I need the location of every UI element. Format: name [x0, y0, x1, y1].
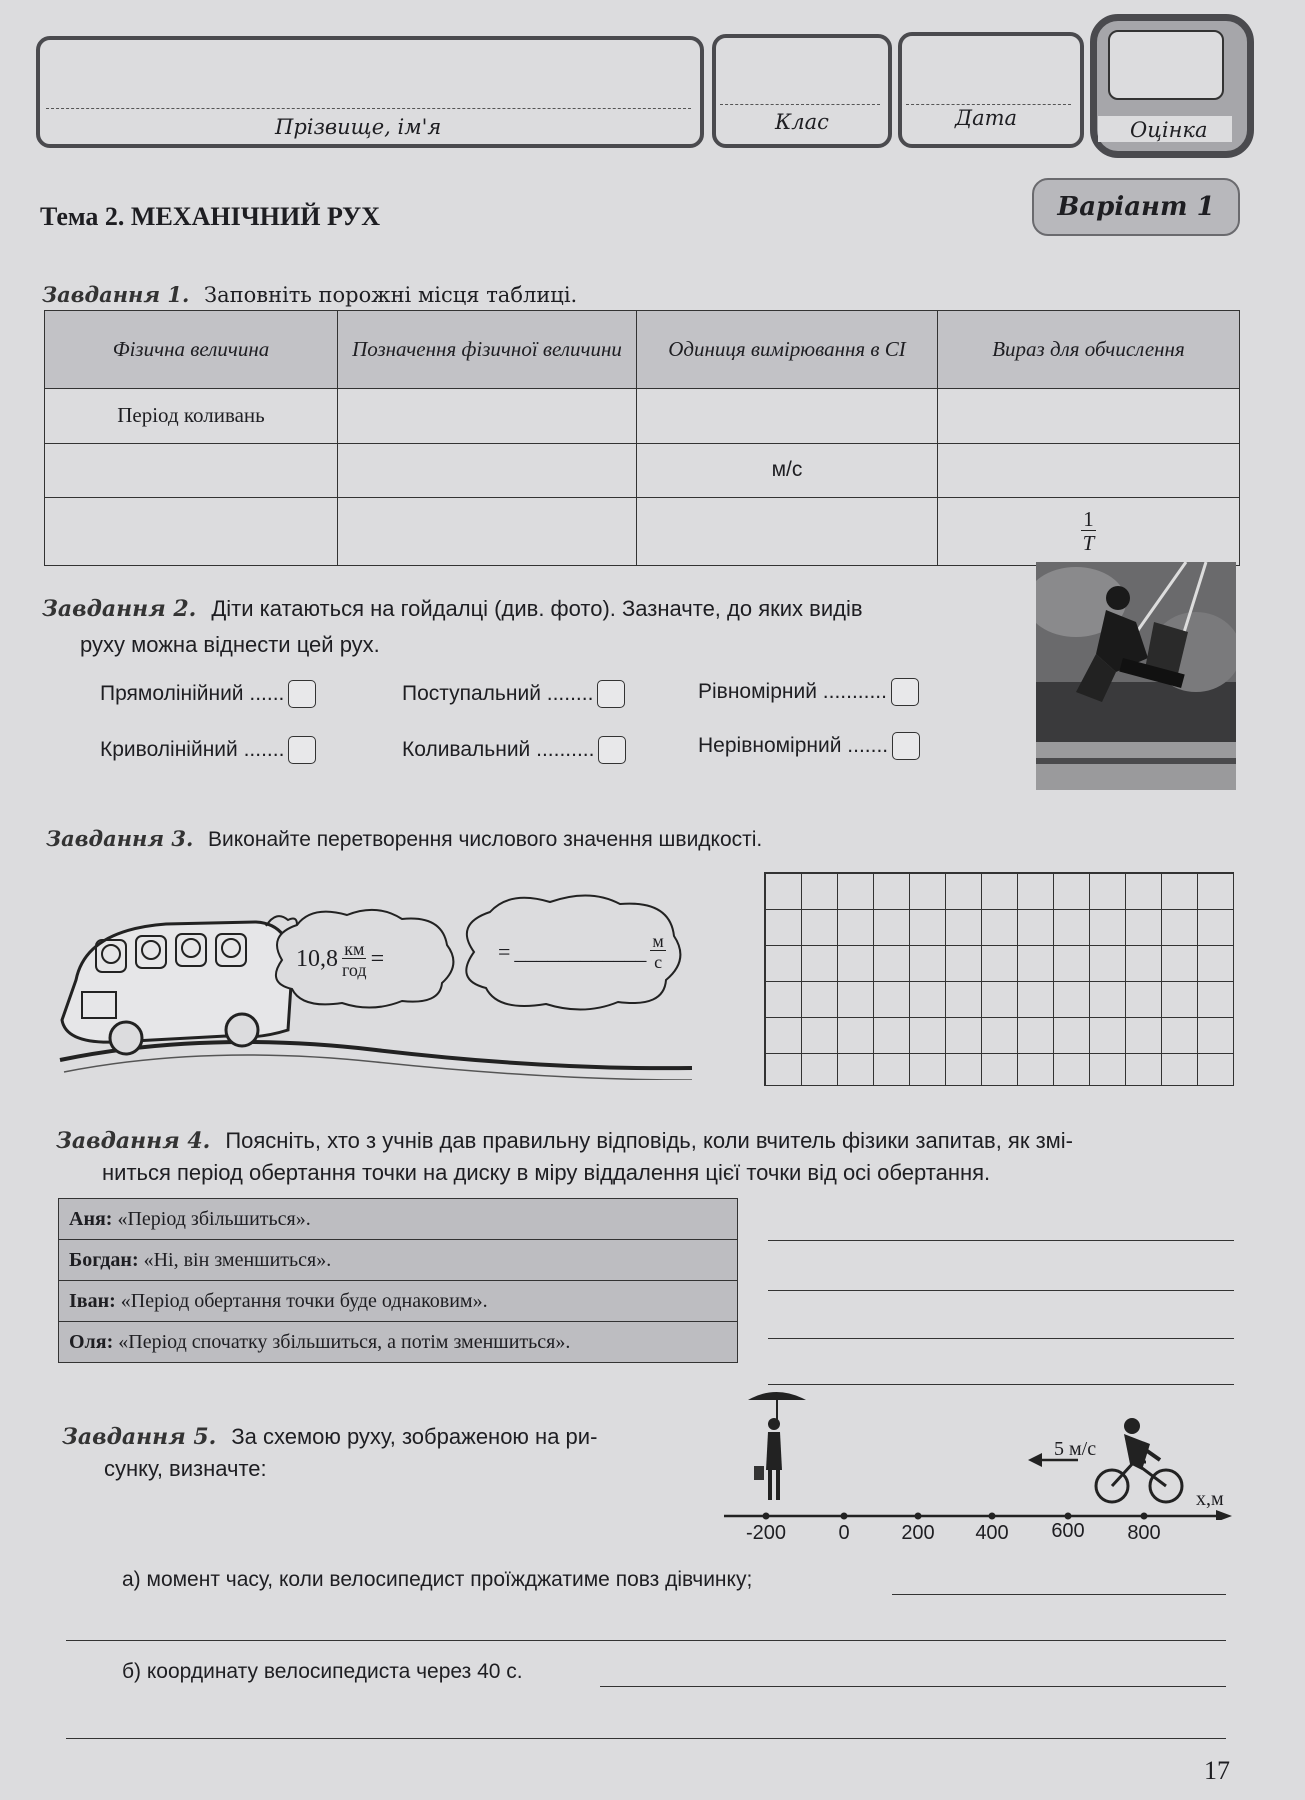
table-cell-blank[interactable] [637, 497, 938, 565]
option-label: Коливальний .......... [402, 738, 595, 761]
target-unit-fraction [650, 932, 665, 971]
question-a: а) момент часу, коли велосипедист проїжджатиме повз дівчинку; [122, 1568, 753, 1591]
table-cell-blank[interactable] [338, 389, 637, 443]
student-answers-table [58, 1198, 738, 1363]
page-number: 17 [1204, 1756, 1230, 1785]
fraction-numerator: 1 [1083, 506, 1094, 531]
speed-unit-fraction [342, 940, 367, 979]
task1-label: Завдання 1. [42, 282, 190, 307]
task1-heading [42, 282, 577, 307]
task1-table [44, 310, 1240, 566]
speed-unit-den: год [342, 960, 367, 980]
student-answer: «Період спочатку збільшиться, а потім зменшиться». [118, 1330, 571, 1353]
tick-label: -200 [745, 1522, 787, 1544]
answer-line[interactable] [768, 1384, 1234, 1385]
answer-line-b[interactable] [600, 1686, 1226, 1687]
topic-title: Тема 2. МЕХАНІЧНИЙ РУХ [40, 202, 381, 231]
student-answer-row [59, 1240, 738, 1281]
task3-label: Завдання 3. [46, 826, 194, 851]
draft-grid[interactable] [764, 872, 1234, 1086]
tick-label: 0 [838, 1522, 850, 1544]
task4-text-line2: ниться період обертання точки на диску в міру віддалення цієї точки від осі обертання. [102, 1160, 991, 1185]
option-label: Нерівномірний ....... [698, 734, 889, 757]
checkbox[interactable] [598, 736, 626, 764]
table-cell-blank[interactable] [338, 443, 637, 497]
variant-badge: Варіант 1 [1032, 178, 1240, 236]
cyclist-icon [1124, 1418, 1140, 1434]
axis-label: x,м [1196, 1488, 1224, 1510]
student-name: Іван: [69, 1289, 116, 1312]
grade-field-label: Оцінка [1130, 118, 1208, 142]
student-answer-row [59, 1322, 738, 1363]
tick-label: 600 [1051, 1520, 1085, 1542]
task2-heading [42, 596, 982, 622]
option-label: Криволінійний ....... [100, 738, 285, 761]
answer-line[interactable] [768, 1290, 1234, 1291]
table-header-unit: Одиниця вимірювання в СІ [637, 311, 938, 389]
target-unit-num: м [652, 931, 664, 951]
umbrella-icon [748, 1392, 806, 1400]
task1-text: Заповніть порожні місця таблиці. [204, 283, 578, 307]
table-header-expression: Вираз для обчислення [938, 311, 1240, 389]
answer-blank[interactable]: ____________ [514, 938, 647, 964]
motion-diagram [720, 1390, 1240, 1520]
fraction-denominator: T [1082, 530, 1095, 555]
speed-expression [296, 940, 384, 979]
table-cell-unit: м/с [637, 443, 938, 497]
equals-sign-2: = [498, 938, 511, 964]
name-field-line [46, 108, 691, 109]
question-b: б) координату велосипедиста через 40 с. [122, 1660, 523, 1683]
grade-inner-box [1108, 30, 1224, 100]
table-cell-blank[interactable] [338, 497, 637, 565]
student-answer: «Період збільшиться». [117, 1207, 311, 1230]
speed-value: 10,8 [296, 946, 338, 972]
student-answer: «Період обертання точки буде однаковим». [120, 1289, 488, 1312]
task2-text-line2: руху можна віднести цей рух. [80, 632, 380, 657]
checkbox[interactable] [288, 680, 316, 708]
checkbox[interactable] [597, 680, 625, 708]
task5-text-line2: сунку, визначте: [104, 1456, 267, 1481]
tick-label: 400 [975, 1522, 1009, 1544]
option-label: Рівномірний ........... [698, 680, 887, 703]
checkbox[interactable] [891, 678, 919, 706]
student-answer: «Ні, він зменшиться». [143, 1248, 332, 1271]
student-name: Аня: [69, 1207, 113, 1230]
answer-line-a[interactable] [892, 1594, 1226, 1595]
table-cell-blank[interactable] [637, 389, 938, 443]
tick-label: 800 [1127, 1522, 1161, 1544]
table-header-symbol: Позначення фізичної величини [338, 311, 637, 389]
speed-label: 5 м/с [1054, 1438, 1097, 1460]
answer-line[interactable] [66, 1738, 1226, 1739]
student-answer-row [59, 1281, 738, 1322]
student-name: Оля: [69, 1330, 114, 1353]
target-unit-den: с [654, 952, 663, 972]
task4-text-line1: Поясніть, хто з учнів дав правильну відповідь, коли вчитель фізики запитав, як змі- [225, 1128, 1074, 1153]
fraction-one-over-t [1081, 506, 1096, 555]
table-cell-blank[interactable] [45, 443, 338, 497]
option-uniform[interactable] [698, 678, 919, 706]
tick-label: 200 [901, 1522, 935, 1544]
option-rectilinear[interactable] [100, 680, 316, 708]
speed-unit-num: км [344, 939, 365, 959]
answer-line[interactable] [66, 1640, 1226, 1641]
table-cell-quantity: Період коливань [45, 389, 338, 443]
name-field-label: Прізвище, ім'я [275, 115, 442, 139]
equals-sign: = [370, 946, 385, 972]
answer-line[interactable] [768, 1240, 1234, 1241]
student-name: Богдан: [69, 1248, 139, 1271]
task5-heading [62, 1424, 682, 1450]
conversion-answer[interactable] [498, 932, 666, 971]
option-label: Прямолінійний ...... [100, 682, 285, 705]
answer-line[interactable] [768, 1338, 1234, 1339]
task3-heading [46, 826, 762, 852]
task5-label: Завдання 5. [62, 1424, 217, 1450]
option-nonuniform[interactable] [698, 732, 920, 760]
task5-text-line1: За схемою руху, зображеною на ри- [231, 1424, 598, 1449]
task4-label: Завдання 4. [56, 1128, 211, 1154]
date-field-line [906, 104, 1071, 105]
date-field-label: Дата [955, 106, 1018, 130]
option-label: Поступальний ........ [402, 682, 594, 705]
axis-tick-dots [720, 1510, 1240, 1520]
table-cell-blank[interactable] [938, 389, 1240, 443]
option-translational[interactable] [402, 680, 625, 708]
table-cell-expression [938, 497, 1240, 565]
table-cell-blank[interactable] [45, 497, 338, 565]
class-field-line [720, 104, 880, 105]
girl-icon [768, 1418, 780, 1430]
checkbox[interactable] [288, 736, 316, 764]
task2-text-line1: Діти катаються на гойдалці (див. фото). Зазначте, до яких видів [211, 596, 863, 621]
class-field-label: Клас [775, 110, 829, 134]
task3-text: Виконайте перетворення числового значення швидкості. [208, 828, 763, 851]
task2-label: Завдання 2. [42, 596, 197, 622]
task4-heading [56, 1128, 1236, 1154]
option-oscillatory[interactable] [402, 736, 626, 764]
swing-photo [1036, 562, 1236, 790]
student-answer-row [59, 1199, 738, 1240]
date-field-box[interactable] [898, 32, 1084, 148]
option-curvilinear[interactable] [100, 736, 316, 764]
checkbox[interactable] [892, 732, 920, 760]
table-header-quantity: Фізична величина [45, 311, 338, 389]
table-cell-blank[interactable] [938, 443, 1240, 497]
